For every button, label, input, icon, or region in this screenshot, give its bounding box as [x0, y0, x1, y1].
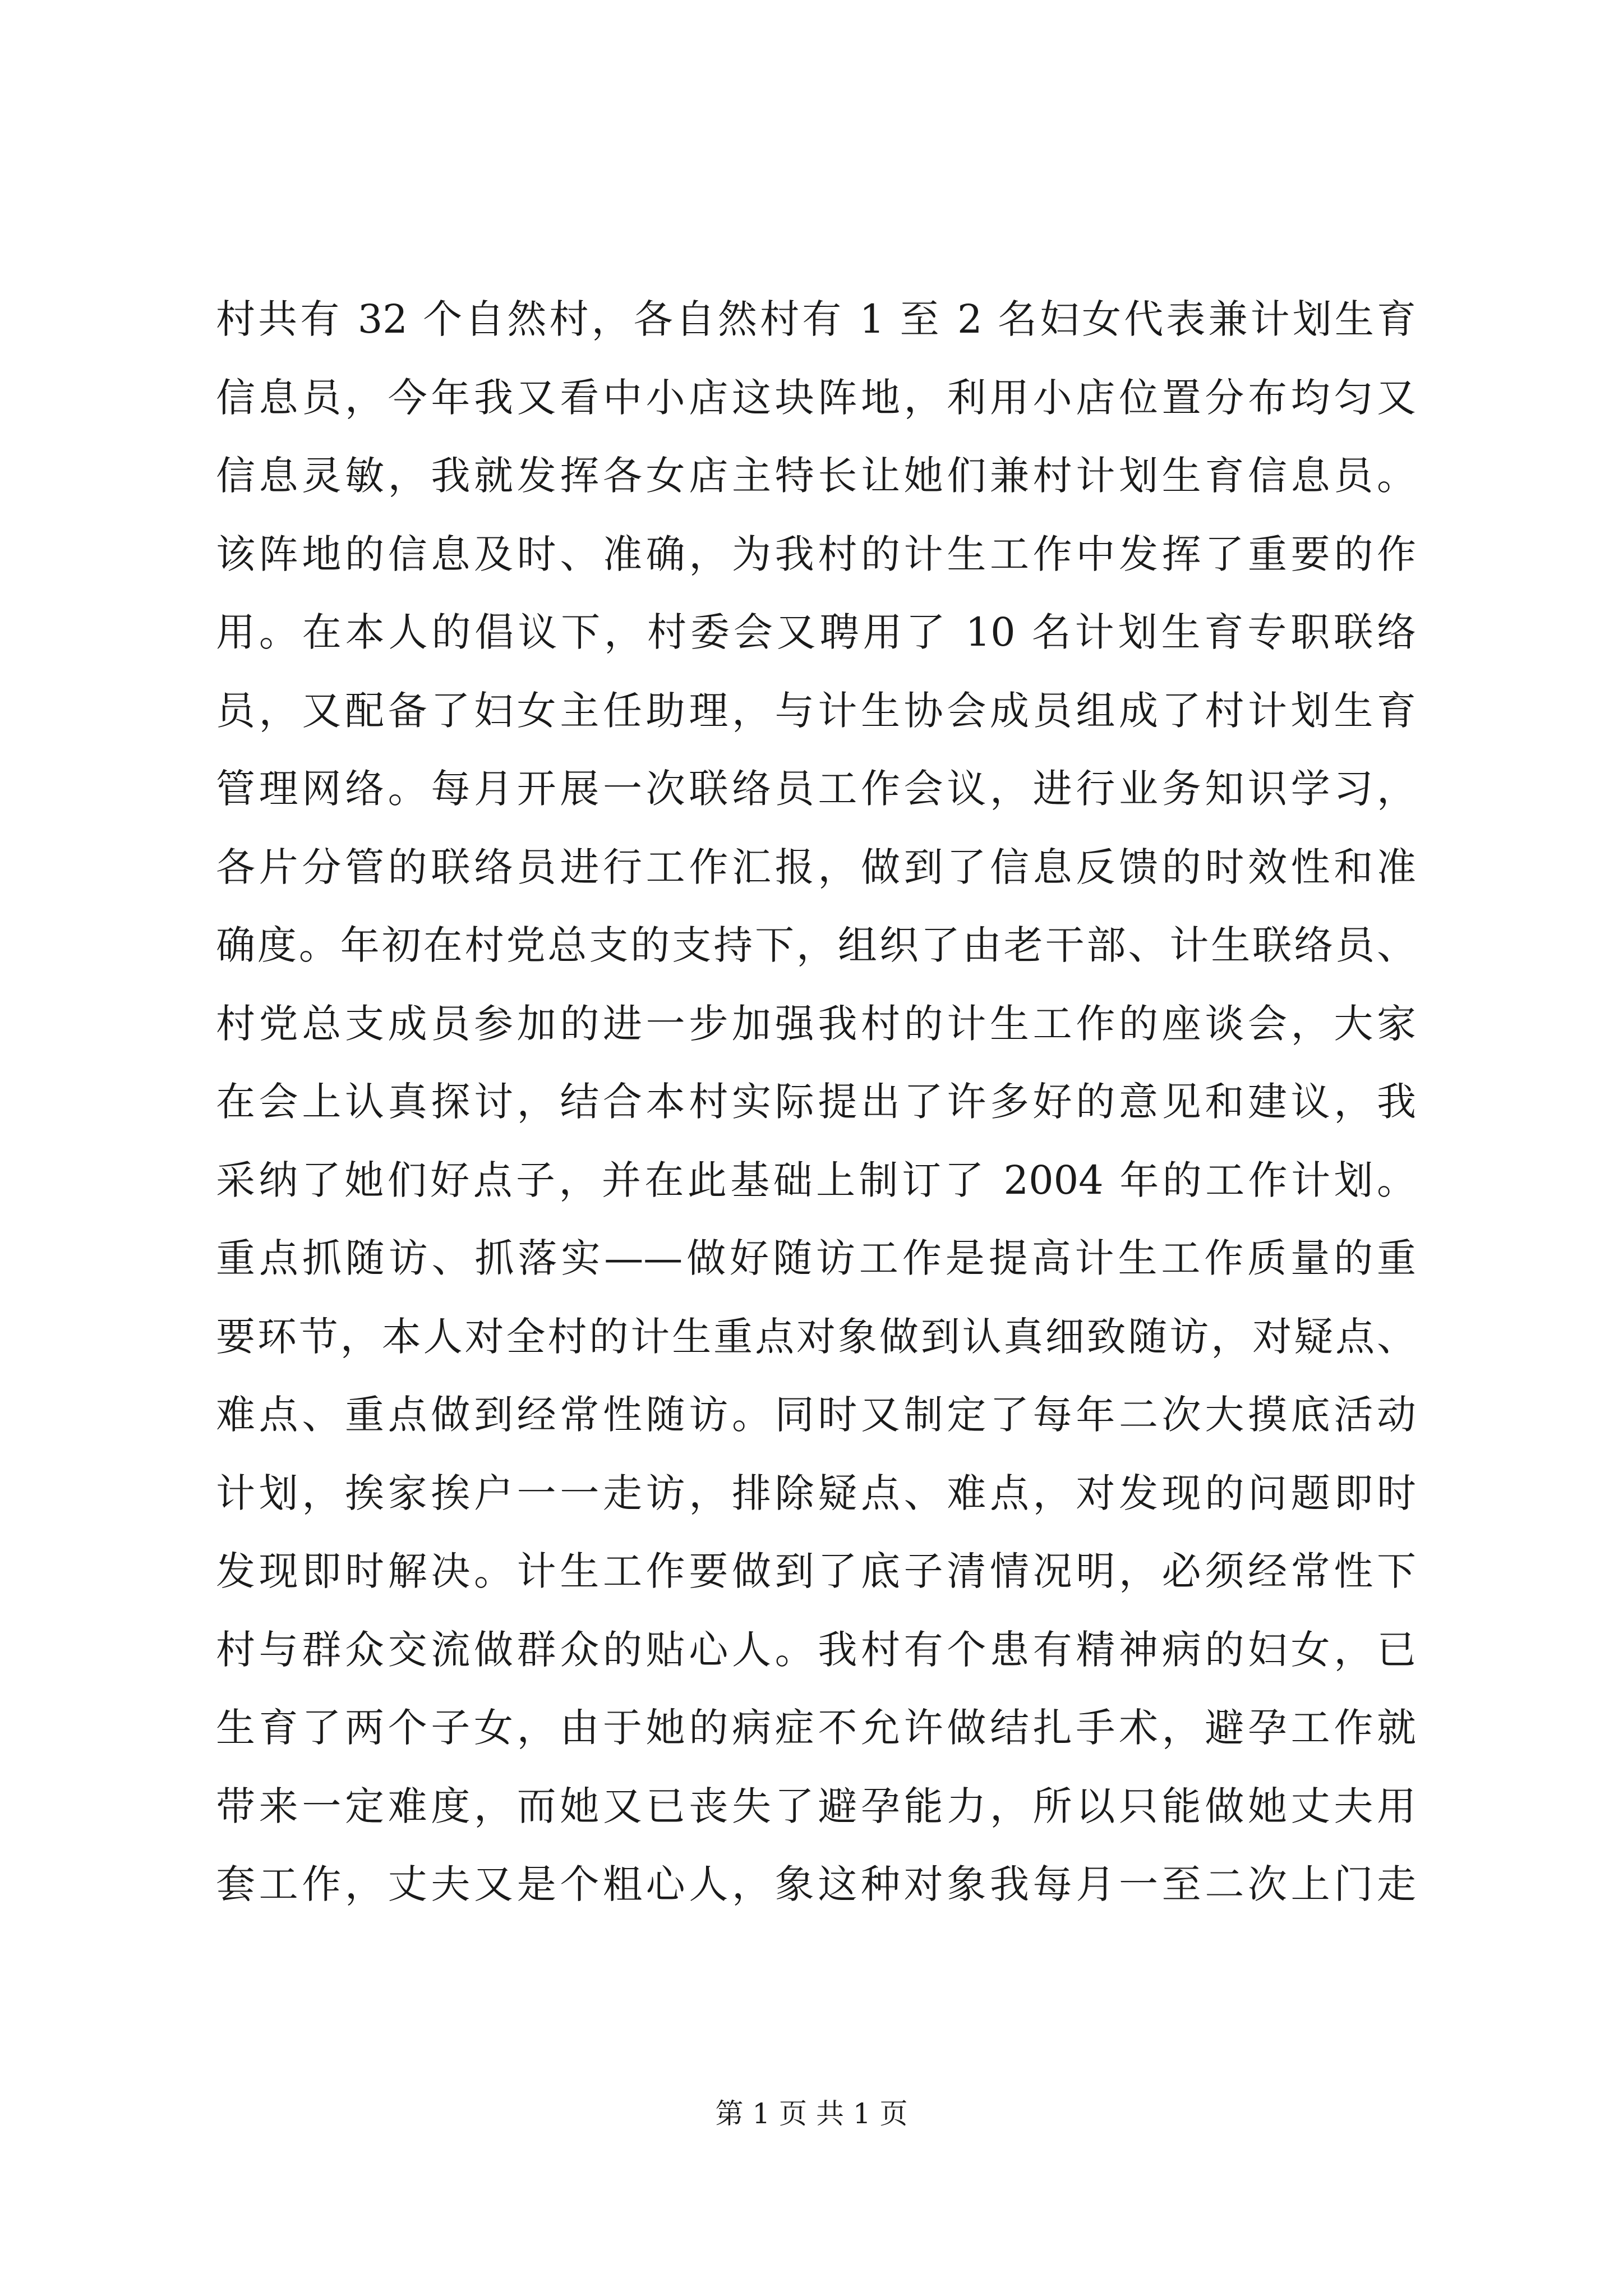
body-text: [216, 280, 1416, 1924]
text-line-9: 确度。年初在村党总支的支持下，组织了由老干部、计生联络员、: [216, 922, 1416, 968]
text-line-21: 套工作，丈夫又是个粗心人，象这种对象我每月一至二次上门走: [216, 1861, 1416, 1907]
text-line-1: 村共有 32 个自然村，各自然村有 1 至 2 名妇女代表兼计划生育: [216, 296, 1416, 342]
text-line-7: 管理网络。每月开展一次联络员工作会议，进行业务知识学习，: [216, 766, 1416, 812]
text-line-14: 要环节，本人对全村的计生重点对象做到认真细致随访，对疑点、: [216, 1313, 1416, 1360]
text-line-13: 重点抓随访、抓落实——做好随访工作是提高计生工作质量的重: [216, 1235, 1416, 1281]
text-line-2: 信息员，今年我又看中小店这块阵地，利用小店位置分布均匀又: [216, 374, 1416, 421]
text-line-8: 各片分管的联络员进行工作汇报，做到了信息反馈的时效性和准: [216, 844, 1416, 890]
text-line-6: 员，又配备了妇女主任助理，与计生协会成员组成了村计划生育: [216, 687, 1416, 734]
page-footer: 第 1 页 共 1 页: [715, 2097, 908, 2130]
text-line-20: 带来一定难度，而她又已丧失了避孕能力，所以只能做她丈夫用: [216, 1783, 1416, 1829]
text-line-12: 采纳了她们好点子，并在此基础上制订了 2004 年的工作计划。: [216, 1157, 1416, 1203]
text-line-5: 用。在本人的倡议下，村委会又聘用了 10 名计划生育专职联络: [216, 609, 1416, 655]
text-line-10: 村党总支成员参加的进一步加强我村的计生工作的座谈会，大家: [216, 1000, 1416, 1047]
text-line-4: 该阵地的信息及时、准确，为我村的计生工作中发挥了重要的作: [216, 531, 1416, 577]
text-line-15: 难点、重点做到经常性随访。同时又制定了每年二次大摸底活动: [216, 1392, 1416, 1438]
text-line-18: 村与群众交流做群众的贴心人。我村有个患有精神病的妇女，已: [216, 1626, 1416, 1673]
text-line-16: 计划，挨家挨户一一走访，排除疑点、难点，对发现的问题即时: [216, 1470, 1416, 1516]
text-line-11: 在会上认真探讨，结合本村实际提出了许多好的意见和建议，我: [216, 1079, 1416, 1125]
text-line-3: 信息灵敏，我就发挥各女店主特长让她们兼村计划生育信息员。: [216, 453, 1416, 499]
text-line-19: 生育了两个子女，由于她的病症不允许做结扎手术，避孕工作就: [216, 1705, 1416, 1751]
text-line-17: 发现即时解决。计生工作要做到了底子清情况明，必须经常性下: [216, 1548, 1416, 1594]
